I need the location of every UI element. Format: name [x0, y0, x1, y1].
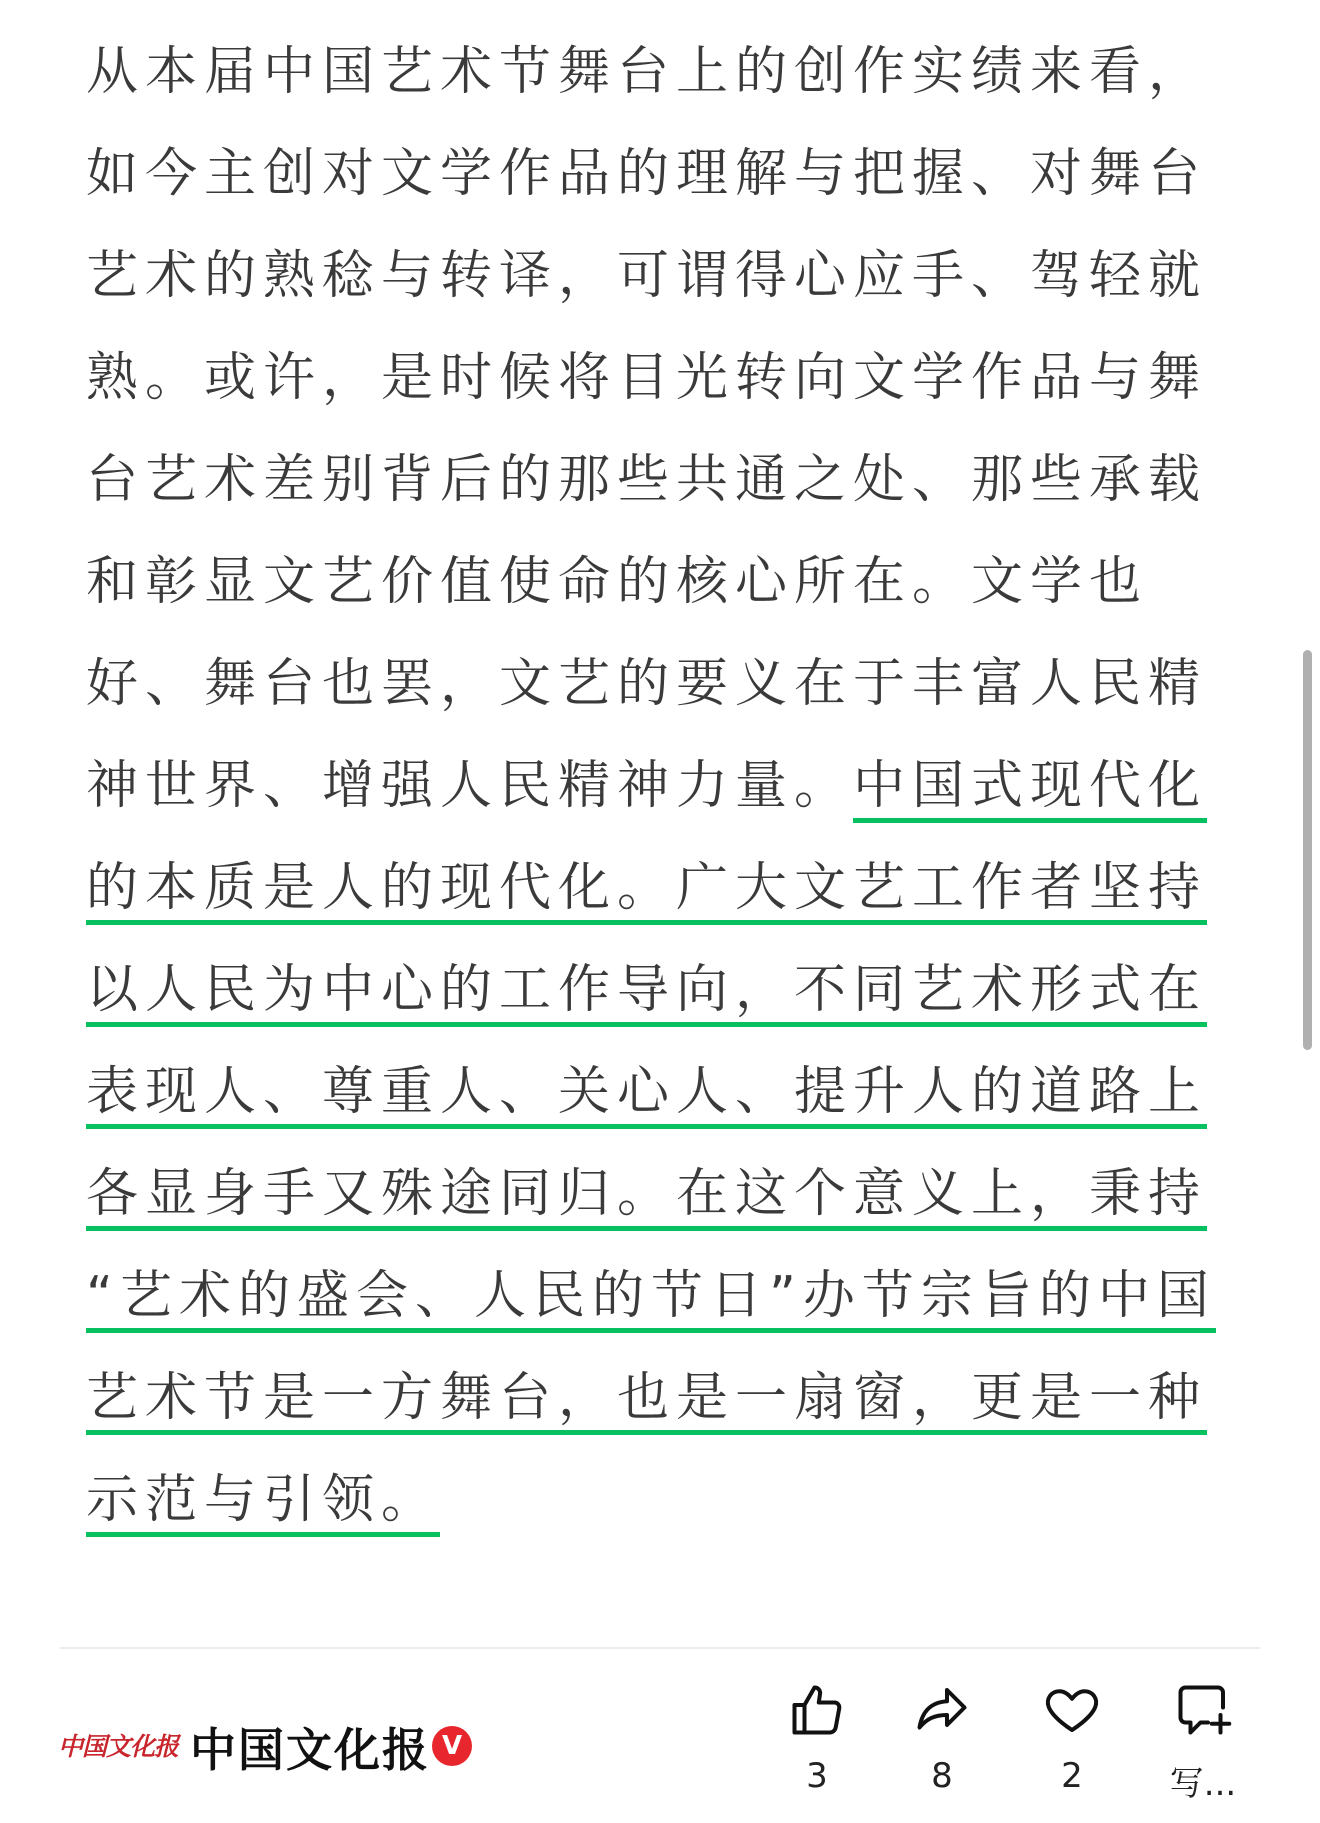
highlighted-text[interactable]: 以人民为中心的工作导向，不同艺术形式在: [86, 960, 1207, 1027]
footer-divider: [60, 1647, 1260, 1649]
line-text: 台艺术差别背后的那些共通之处、那些承载: [86, 450, 1208, 510]
scrollbar[interactable]: [1303, 650, 1312, 1050]
line-text: 和彰显文艺价值使命的核心所在。文学也: [86, 552, 1149, 612]
article-line: [86, 844, 1236, 946]
highlighted-text[interactable]: 的本质是人的现代化。广大文艺工作者坚持: [86, 858, 1207, 925]
favorite-count: 2: [1061, 1756, 1083, 1796]
line-text: 从本届中国艺术节舞台上的创作实绩来看，: [86, 42, 1208, 102]
verified-badge-icon: V: [432, 1726, 472, 1766]
article-footer-bar: [0, 1650, 1320, 1823]
share-arrow-icon: [912, 1680, 972, 1740]
publisher-logo[interactable]: 中国文化报: [58, 1732, 179, 1761]
highlighted-text[interactable]: “艺术的盛会、人民的节日”办节宗旨的中国: [86, 1266, 1216, 1333]
highlighted-text[interactable]: 示范与引领。: [86, 1470, 440, 1537]
highlighted-text[interactable]: 中国式现代化: [853, 756, 1207, 823]
heart-icon: [1042, 1680, 1102, 1740]
article-line: [86, 1354, 1236, 1456]
line-text: 如今主创对文学作品的理解与把握、对舞台: [86, 144, 1208, 204]
share-button[interactable]: [887, 1680, 997, 1796]
highlighted-text[interactable]: 艺术节是一方舞台，也是一扇窗，更是一种: [86, 1368, 1207, 1435]
article-line: [86, 1252, 1236, 1354]
article-line: [86, 1456, 1236, 1558]
line-text: 神世界、增强人民精神力量。: [86, 756, 854, 816]
article-line: [86, 640, 1236, 742]
write-comment-button[interactable]: [1148, 1680, 1258, 1805]
article-line: [86, 232, 1236, 334]
article-line: [86, 742, 1236, 844]
share-count: 8: [931, 1756, 953, 1796]
favorite-button[interactable]: [1017, 1680, 1127, 1796]
like-button[interactable]: [762, 1680, 872, 1796]
article-line: [86, 436, 1236, 538]
line-text: 艺术的熟稔与转译，可谓得心应手、驾轻就: [86, 246, 1208, 306]
write-comment-label: 写...: [1169, 1764, 1237, 1804]
article-line: [86, 28, 1236, 130]
highlighted-text[interactable]: 表现人、尊重人、关心人、提升人的道路上: [86, 1062, 1207, 1129]
article-line: [86, 334, 1236, 436]
line-text: 熟。或许，是时候将目光转向文学作品与舞: [86, 348, 1208, 408]
highlighted-text[interactable]: 各显身手又殊途同归。在这个意义上，秉持: [86, 1164, 1207, 1231]
like-count: 3: [806, 1756, 828, 1796]
comment-plus-icon: [1173, 1680, 1233, 1740]
article-line: [86, 1150, 1236, 1252]
article-line: [86, 538, 1236, 640]
account-name[interactable]: 中国文化报: [190, 1723, 430, 1777]
line-text: 好、舞台也罢，文艺的要义在于丰富人民精: [86, 654, 1208, 714]
article-line: [86, 946, 1236, 1048]
thumbs-up-icon: [787, 1680, 847, 1740]
article-line: [86, 130, 1236, 232]
article-line: [86, 1048, 1236, 1150]
article-body: [86, 28, 1236, 1558]
